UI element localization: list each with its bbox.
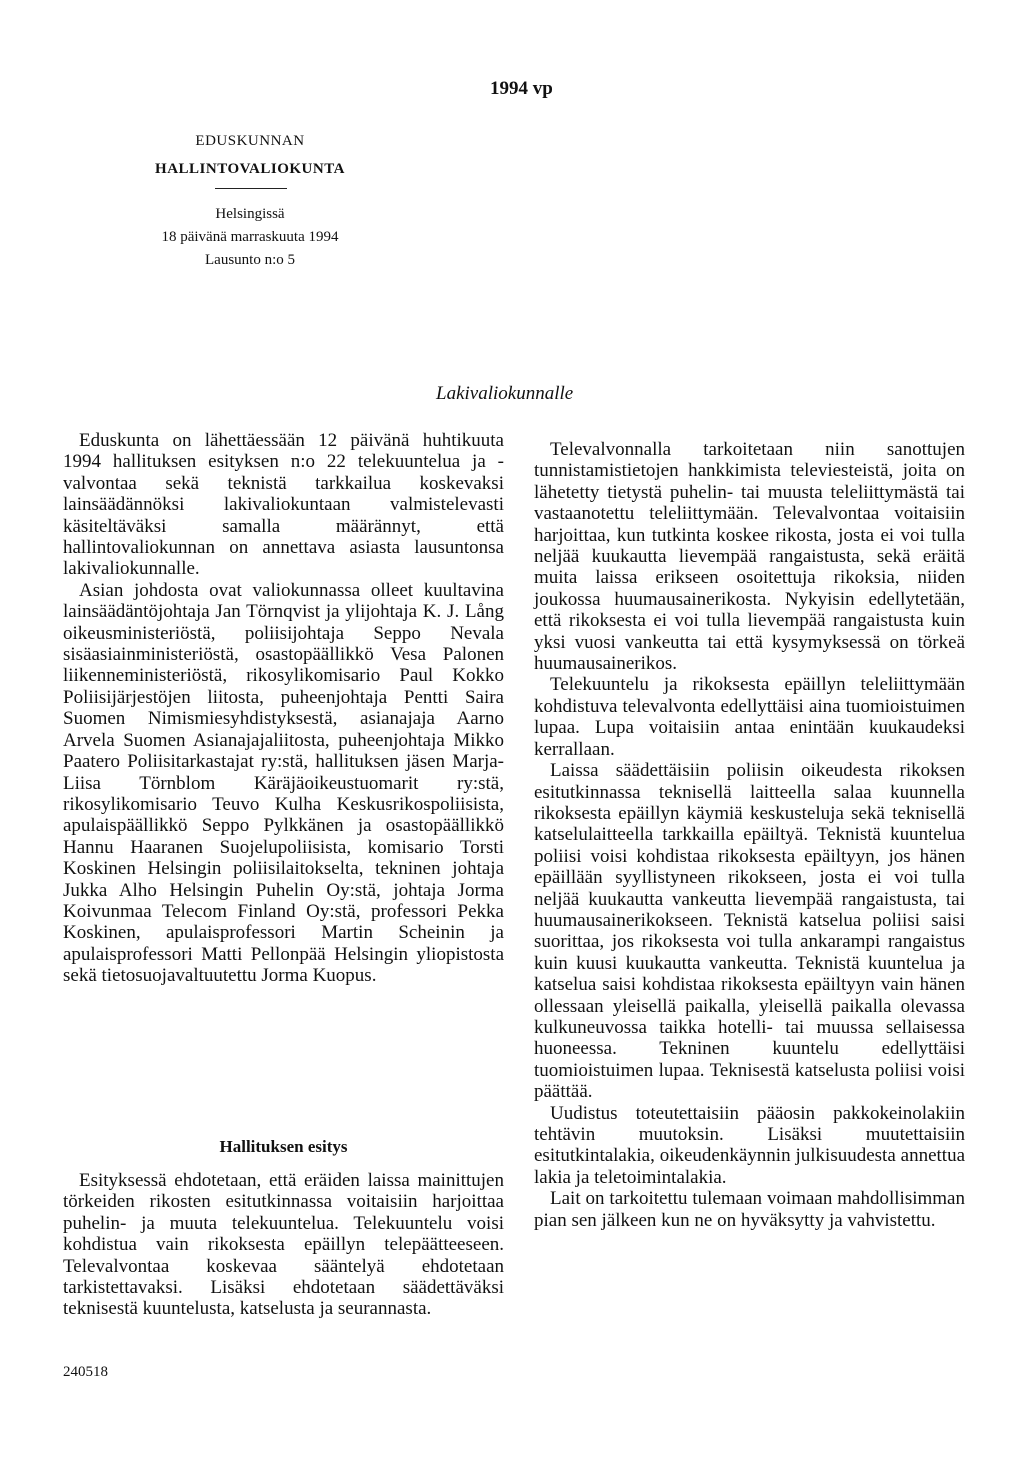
paragraph: Televalvonnalla tarkoitetaan niin sanottujen tunnistamistietojen hankkimista televiesteistä, joita on lähetetty tietystä puhelin- tai muusta teleliittymästä tai vastaanotettu teleliittymään. Televalvontaa voitaisiin harjoittaa, kun tutkinta koskee rikosta, josta ei voi tulla neljää kuukautta lievempää rangaistusta, sekä eräitä muita laissa erikseen osoitettuja rikoksia, niiden joukossa huumausainerikosta. Nykyisin edellytetään, että rikoksesta ei voi tulla lievempää rangaistusta kuin yksi vuosi vankeutta tai että kysymyksessä on törkeä huumausainerikos.: [534, 439, 965, 675]
paragraph: Laissa säädettäisiin poliisin oikeudesta rikoksen esitutkinnassa teknisellä laitteella salaa kuunnella rikoksesta epäillyn käymiä keskusteluja sekä teknisellä katselulaitteella tarkkailla epäiltyä. Teknistä kuuntelua poliisi voisi kohdistaa rikoksesta epäiltyyn, jos hänen epäillään syyllistyneen rikokseen, josta ei voi tulla neljää kuukautta vankeutta lievempää rangaistusta, tai huumausainerikokseen. Teknistä katselua poliisi saisi suorittaa, jos rikoksesta voi tulla ankarampi rangaistus kuin kuusi kuukautta vankeutta. Teknistä kuuntelua ja katselua saisi kohdistaa rikoksesta epäiltyyn vain hänen ollessaan yleisellä paikalla, yleisellä paikalla olevassa kulkuneuvossa taikka hotelli- tai muussa sellaisessa huoneessa. Tekninen kuuntelu edellyttäisi tuomioistuimen lupaa. Teknisestä katselusta poliisi voisi päättää.: [534, 760, 965, 1103]
left-column: [63, 430, 504, 987]
right-column: [534, 439, 965, 1231]
paragraph: Uudistus toteutettaisiin pääosin pakkokeinolakiin tehtävin muutoksin. Lisäksi muutettaisiin esitutkintalakia, oikeudenkäynnin julkisuudesta annettua lakia ja teletoimintalakia.: [534, 1102, 965, 1188]
paragraph: Telekuuntelu ja rikoksesta epäillyn teleliittymään kohdistuva televalvonta edellyttäisi aina tuomioistuimen lupaa. Lupa voitaisiin antaa enintään kuukaudeksi kerrallaan.: [534, 674, 965, 760]
paragraph: Eduskunta on lähettäessään 12 päivänä huhtikuuta 1994 hallituksen esityksen n:o 22 telekuuntelua ja -valvontaa sekä teknistä tarkkailua koskevaksi lainsäädännöksi lakivaliokuntaan valmistelevasti käsiteltäväksi samalla määrännyt, että hallintovaliokunnan on annettava asiasta lausuntonsa lakivaliokunnalle.: [63, 430, 504, 580]
section-body: [63, 1170, 504, 1320]
paragraph: Esityksessä ehdotetaan, että eräiden laissa mainittujen törkeiden rikosten esitutkinnassa voitaisiin harjoittaa puhelin- ja muuta telekuuntelua. Telekuuntelu voisi kohdistua vain rikoksesta epäillyn telepäätteeseen. Televalvontaa koskevaa sääntelyä ehdotetaan tarkistettavaksi. Lisäksi ehdotetaan säädettäväksi teknisestä kuuntelusta, katselusta ja seurannasta.: [63, 1170, 504, 1320]
date: 18 päivänä marraskuuta 1994: [161, 229, 339, 245]
session-year: 1994 vp: [490, 78, 553, 99]
statement-number: Lausunto n:o 5: [205, 252, 295, 268]
committee-name-line1: EDUSKUNNAN: [195, 133, 305, 149]
document-code: 240518: [63, 1364, 108, 1380]
committee-name-line2: HALLINTOVALIOKUNTA: [155, 161, 345, 177]
recipient: Lakivaliokunnalle: [436, 383, 574, 404]
header-divider: [215, 188, 287, 189]
place: Helsingissä: [215, 206, 285, 222]
paragraph: Lait on tarkoitettu tulemaan voimaan mahdollisimman pian sen jälkeen kun ne on hyväksytty ja vahvistettu.: [534, 1188, 965, 1231]
paragraph: Asian johdosta ovat valiokunnassa olleet kuultavina lainsäädäntöjohtaja Jan Törnqvist ja ylijohtaja K. J. Lång oikeusministeriöstä, poliisijohtaja Seppo Nevala sisäasiainministeriöstä, osastopäällikkö Vesa Palonen liikenneministeriöstä, rikosylikomisario Paul Kokko Poliisijärjestöjen liitosta, puheenjohtaja Pentti Saira Suomen Nimismiesyhdistyksestä, asianajaja Aarno Arvela Suomen Asianajajaliitosta, puheenjohtaja Mikko Paatero Poliisitarkastajat ry:stä, hallituksen jäsen Marja-Liisa Törnblom Käräjäoikeustuomarit ry:stä, rikosylikomisario Teuvo Kulha Keskusrikospoliisista, apulaispäällikkö Seppo Pylkkänen ja osastopäällikkö Hannu Haaranen Suojelupoliisista, komisario Torsti Koskinen Helsingin poliisilaitokselta, tekninen johtaja Jukka Alho Helsingin Puhelin Oy:stä, johtaja Jorma Koivunmaa Telecom Finland Oy:stä, professori Pekka Koskinen, apulaisprofessori Martin Scheinin ja apulaisprofessori Matti Pellonpää Helsingin yliopistosta sekä tietosuojavaltuutettu Jorma Kuopus.: [63, 579, 504, 987]
section-heading: Hallituksen esitys: [219, 1137, 348, 1156]
